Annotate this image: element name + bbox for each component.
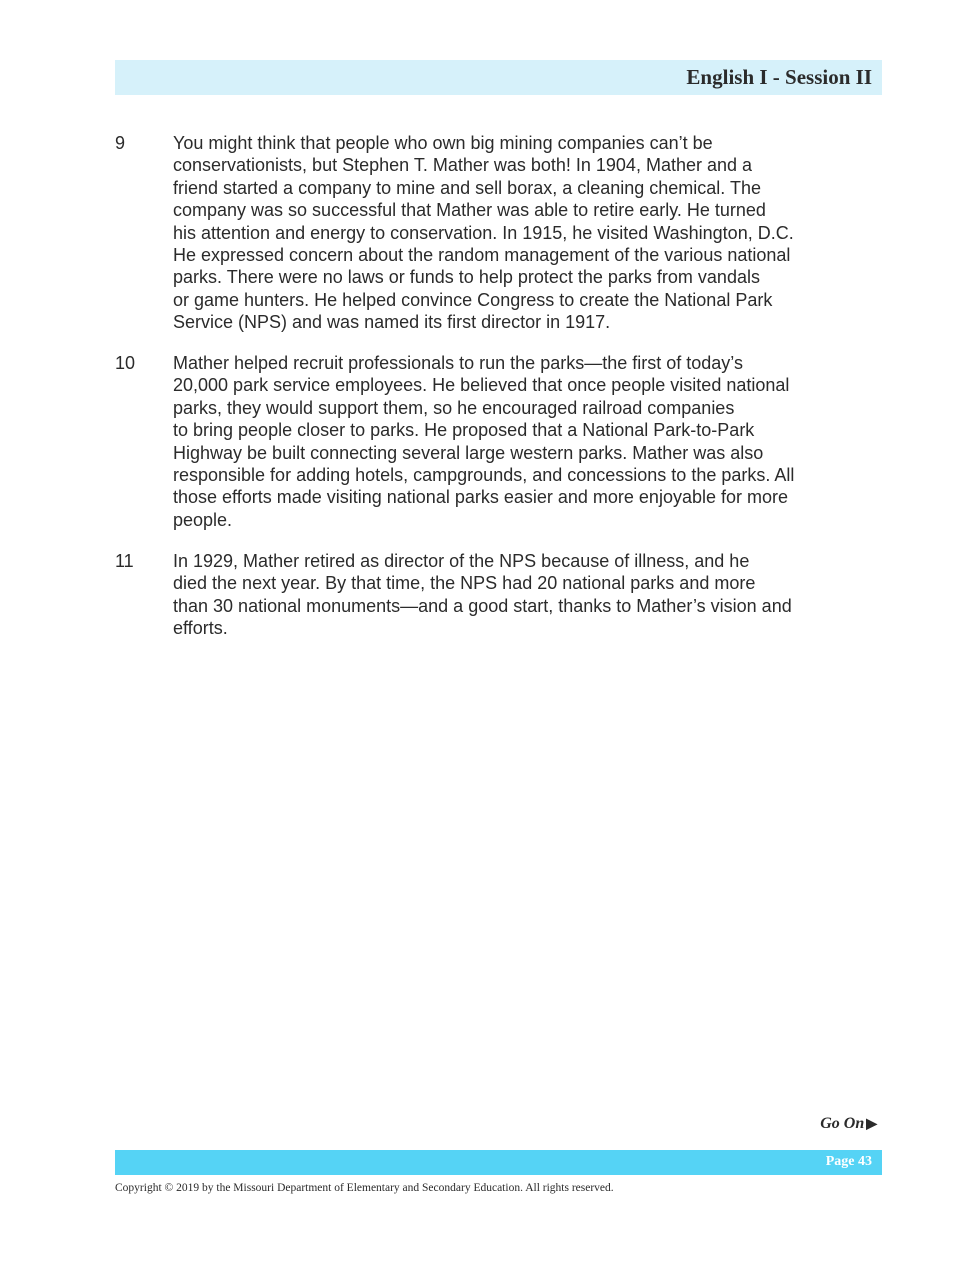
text-line: or game hunters. He helped convince Congress to create the National Park bbox=[173, 289, 773, 310]
page-title: English I - Session II bbox=[686, 65, 872, 89]
text-line: than 30 national monuments—and a good start, thanks to Mather’s vision and bbox=[173, 595, 792, 616]
text-line: company was so successful that Mather was able to retire early. He turned bbox=[173, 200, 766, 221]
text-line: efforts. bbox=[173, 618, 228, 639]
text-line: Service (NPS) and was named its first director in 1917. bbox=[173, 312, 611, 333]
right-triangle-icon: ▶ bbox=[866, 1117, 877, 1132]
paragraph-number: 11 bbox=[115, 551, 134, 571]
text-line: parks, they would support them, so he encouraged railroad companies bbox=[173, 397, 735, 418]
text-line: people. bbox=[173, 509, 233, 530]
text-line: You might think that people who own big mining companies can’t be bbox=[173, 133, 713, 153]
go-on-label: Go On bbox=[820, 1115, 865, 1132]
text-line: those efforts made visiting national parks easier and more enjoyable for more bbox=[173, 487, 788, 508]
text-line: He expressed concern about the random management of the various national bbox=[173, 245, 791, 266]
text-line: friend started a company to mine and sell borax, a cleaning chemical. The bbox=[173, 177, 761, 198]
footer-bar bbox=[115, 1150, 882, 1175]
text-line: to bring people closer to parks. He proposed that a National Park-to-Park bbox=[173, 420, 755, 441]
header-bar bbox=[115, 60, 882, 95]
paragraph-text bbox=[157, 550, 837, 640]
text-line: 20,000 park service employees. He believed that once people visited national bbox=[173, 375, 790, 396]
copyright-notice: Copyright © 2019 by the Missouri Department of Elementary and Secondary Education. All rights reserved. bbox=[115, 1182, 614, 1194]
text-line: Mather helped recruit professionals to run the parks—the first of today’s bbox=[173, 353, 743, 373]
text-line: died the next year. By that time, the NPS had 20 national parks and more bbox=[173, 573, 756, 594]
text-line: Highway be built connecting several large western parks. Mather was also bbox=[173, 442, 764, 463]
text-line: parks. There were no laws or funds to help protect the parks from vandals bbox=[173, 267, 760, 288]
paragraph-text bbox=[157, 132, 837, 334]
text-line: In 1929, Mather retired as director of the NPS because of illness, and he bbox=[173, 551, 750, 571]
text-line: conservationists, but Stephen T. Mather was both! In 1904, Mather and a bbox=[173, 155, 753, 176]
paragraph-text bbox=[157, 352, 837, 531]
text-line: his attention and energy to conservation. In 1915, he visited Washington, D.C. bbox=[173, 222, 794, 243]
paragraph-number: 10 bbox=[115, 353, 136, 373]
page-number: Page 43 bbox=[825, 1154, 872, 1169]
paragraph-number: 9 bbox=[115, 133, 126, 153]
text-line: responsible for adding hotels, campgrounds, and concessions to the parks. All bbox=[173, 465, 795, 486]
go-on-indicator bbox=[820, 1115, 877, 1133]
